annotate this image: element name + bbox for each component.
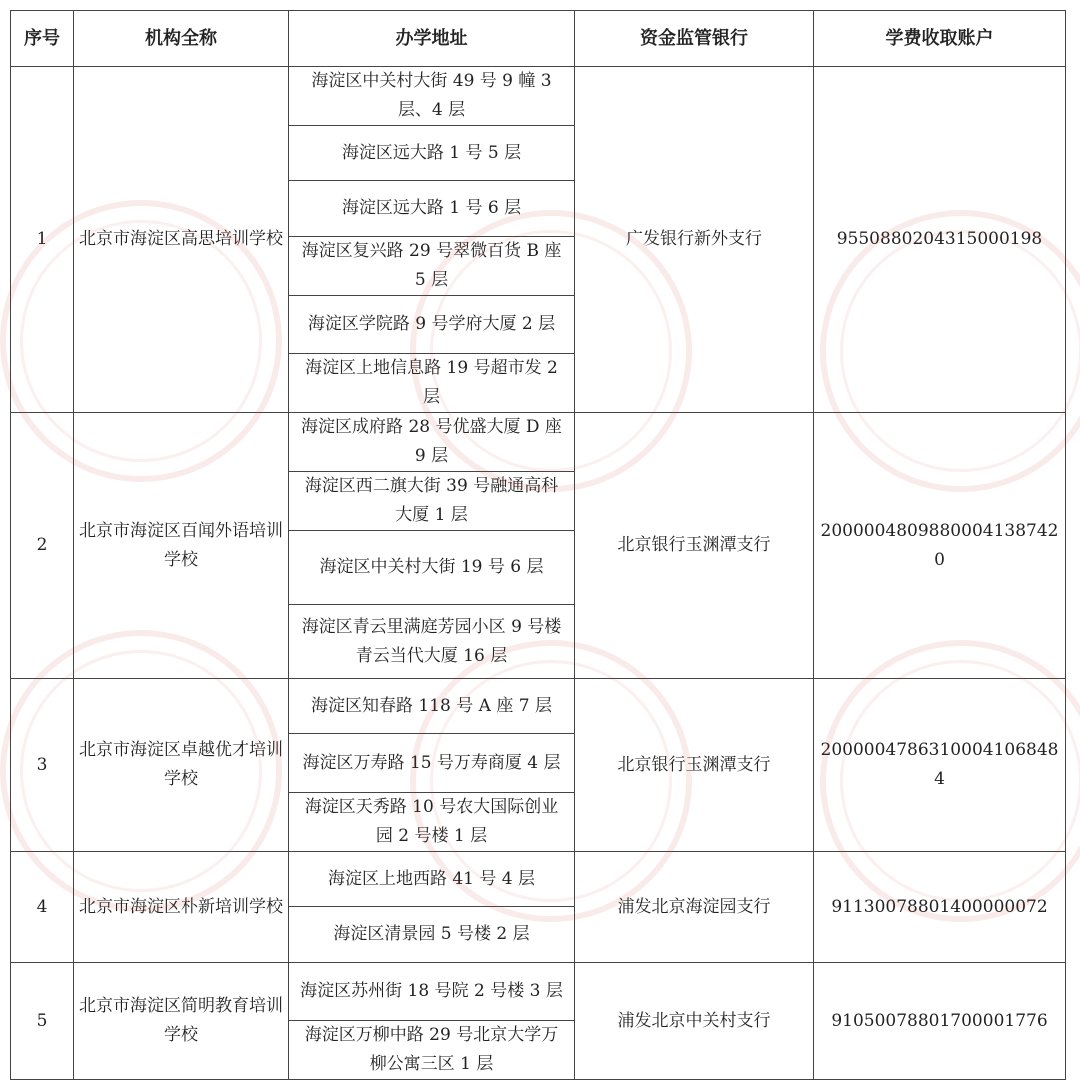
address-cell: 海淀区青云里满庭芳园小区 9 号楼青云当代大厦 16 层 xyxy=(289,605,575,679)
header-institution-name: 机构全称 xyxy=(74,11,289,67)
institution-name: 北京市海淀区简明教育培训学校 xyxy=(74,963,289,1080)
bank-cell: 浦发北京海淀园支行 xyxy=(575,852,814,963)
row-index: 4 xyxy=(11,852,74,963)
address-cell: 海淀区天秀路 10 号农大国际创业园 2 号楼 1 层 xyxy=(289,793,575,852)
bank-cell: 浦发北京中关村支行 xyxy=(575,963,814,1080)
institution-name: 北京市海淀区卓越优才培训学校 xyxy=(74,679,289,852)
table-row xyxy=(11,413,1066,472)
address-cell: 海淀区上地西路 41 号 4 层 xyxy=(289,852,575,907)
institution-name: 北京市海淀区高思培训学校 xyxy=(74,67,289,413)
address-cell: 海淀区成府路 28 号优盛大厦 D 座 9 层 xyxy=(289,413,575,472)
account-cell: 20000047863100041068484 xyxy=(814,679,1066,852)
address-cell: 海淀区清景园 5 号楼 2 层 xyxy=(289,907,575,963)
institution-table xyxy=(10,10,1066,1080)
row-index: 2 xyxy=(11,413,74,679)
table-header-row xyxy=(11,11,1066,67)
bank-cell: 北京银行玉渊潭支行 xyxy=(575,679,814,852)
header-tuition-account: 学费收取账户 xyxy=(814,11,1066,67)
table-row xyxy=(11,852,1066,907)
address-cell: 海淀区远大路 1 号 6 层 xyxy=(289,181,575,237)
address-cell: 海淀区苏州街 18 号院 2 号楼 3 层 xyxy=(289,963,575,1021)
row-index: 3 xyxy=(11,679,74,852)
address-cell: 海淀区中关村大街 19 号 6 层 xyxy=(289,531,575,605)
address-cell: 海淀区学院路 9 号学府大厦 2 层 xyxy=(289,296,575,354)
address-cell: 海淀区西二旗大街 39 号融通高科大厦 1 层 xyxy=(289,472,575,531)
account-cell: 9550880204315000198 xyxy=(814,67,1066,413)
institution-name: 北京市海淀区朴新培训学校 xyxy=(74,852,289,963)
address-cell: 海淀区万寿路 15 号万寿商厦 4 层 xyxy=(289,734,575,793)
header-index: 序号 xyxy=(11,11,74,67)
header-supervising-bank: 资金监管银行 xyxy=(575,11,814,67)
table-row xyxy=(11,679,1066,734)
bank-cell: 北京银行玉渊潭支行 xyxy=(575,413,814,679)
row-index: 5 xyxy=(11,963,74,1080)
institution-name: 北京市海淀区百闻外语培训学校 xyxy=(74,413,289,679)
address-cell: 海淀区知春路 118 号 A 座 7 层 xyxy=(289,679,575,734)
bank-cell: 广发银行新外支行 xyxy=(575,67,814,413)
account-cell: 20000048098800041387420 xyxy=(814,413,1066,679)
address-cell: 海淀区复兴路 29 号翠微百货 B 座 5 层 xyxy=(289,237,575,296)
address-cell: 海淀区远大路 1 号 5 层 xyxy=(289,126,575,181)
account-cell: 91050078801700001776 xyxy=(814,963,1066,1080)
address-cell: 海淀区中关村大街 49 号 9 幢 3 层、4 层 xyxy=(289,67,575,126)
account-cell: 91130078801400000072 xyxy=(814,852,1066,963)
row-index: 1 xyxy=(11,67,74,413)
table-row xyxy=(11,67,1066,126)
address-cell: 海淀区万柳中路 29 号北京大学万柳公寓三区 1 层 xyxy=(289,1021,575,1080)
address-cell: 海淀区上地信息路 19 号超市发 2 层 xyxy=(289,354,575,413)
header-address: 办学地址 xyxy=(289,11,575,67)
table-row xyxy=(11,963,1066,1021)
